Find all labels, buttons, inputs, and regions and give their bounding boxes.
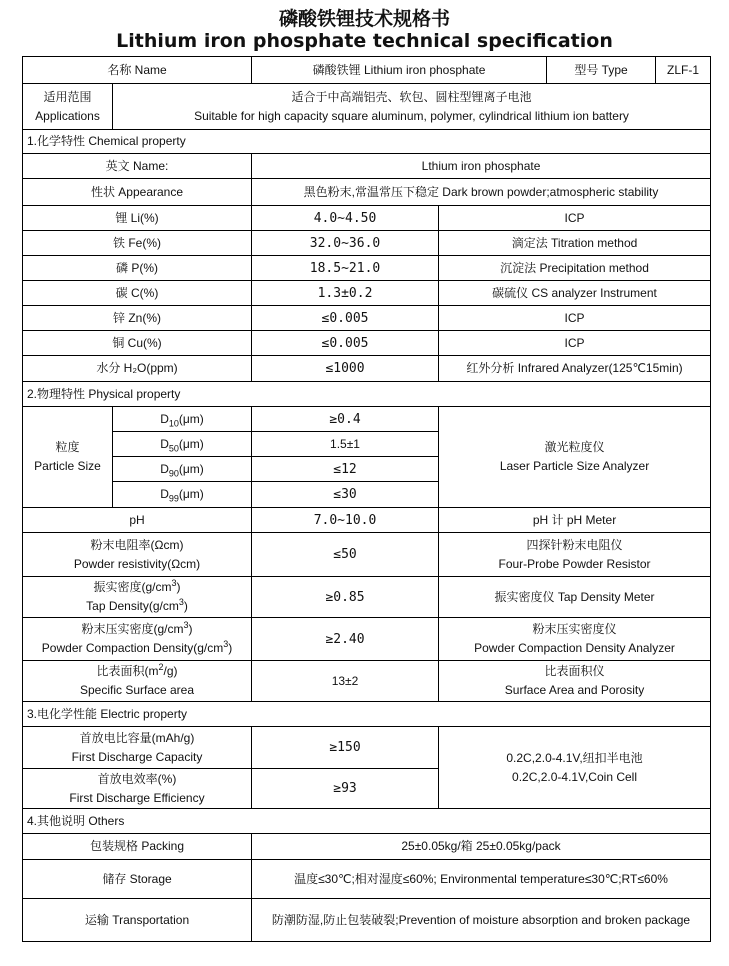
section-row [23,130,711,154]
section-title-electric: 3.电化学性能 Electric property [23,702,711,727]
section-row [23,702,711,727]
page-title-en: Lithium iron phosphate technical specification [116,30,613,52]
chem-value: ≤0.005 [252,306,439,331]
compaction-density-label-cn: 粉末压实密度$(g/cm^3)$ [81,620,193,636]
chem-method: 碳硫仪 CS analyzer Instrument [439,281,711,306]
surface-area-value: 13±2 [252,661,439,702]
d-label: $D_{90}(\mu m)$ [113,457,252,482]
name-value: 磷酸铁锂 Lithium iron phosphate [252,57,547,84]
chem-item: 碳 C(%) [23,281,252,306]
chem-method: ICP [439,306,711,331]
tap-density-method: 振实密度仪 Tap Density Meter [439,577,711,618]
particle-size-method-en: Laser Particle Size Analyzer [499,459,650,473]
transport-value: 防潮防湿,防止包装破裂;Prevention of moisture absorption and broken package [252,899,711,942]
chem-item: 铜 Cu(%) [23,331,252,356]
surface-area-label-en: Specific Surface area [79,683,195,697]
english-name-value: Lthium iron phosphate [252,154,711,179]
d-label: $D_{10}(\mu m)$ [113,407,252,432]
page-title-cn: 磷酸铁锂技术规格书 [278,8,450,30]
tap-density-label-cn: 振实密度$(g/cm^3)$ [93,578,181,594]
packing-value: 25±0.05kg/箱 25±0.05kg/pack [252,834,711,860]
chem-method: ICP [439,206,711,231]
chem-method: ICP [439,331,711,356]
d-value: 1.5±1 [252,432,439,457]
resistivity-value: ≤50 [252,533,439,577]
compaction-density-method [439,618,711,661]
d-value: ≤30 [252,482,439,508]
efficiency-label-cn: 首放电效率(%) [97,771,177,786]
particle-size-method [439,407,711,508]
applications-label-en: Applications [35,108,100,123]
chem-value: 32.0~36.0 [252,231,439,256]
transport-label: 运输 Transportation [23,899,252,942]
table-row [23,508,711,533]
english-name-label: 英文 Name: [23,154,252,179]
resistivity-label-en: Powder resistivity(Ωcm) [73,556,201,571]
section-title-others: 4.其他说明 Others [23,809,711,834]
particle-size-method-cn: 激光粒度仪 [544,440,605,454]
section-title-physical: 2.物理特性 Physical property [23,382,711,407]
efficiency-label-en: First Discharge Efficiency [69,790,205,805]
table-row [23,57,711,84]
tap-density-value: ≥0.85 [252,577,439,618]
table-row [23,356,711,382]
capacity-value: ≥150 [252,727,439,769]
electric-method [439,727,711,809]
appearance-label: 性状 Appearance [23,179,252,206]
section-row [23,382,711,407]
capacity-label [23,727,252,769]
surface-area-label-cn: 比表面积$(m^2/g)$ [96,662,178,678]
section-row [23,809,711,834]
chem-item: 锌 Zn(%) [23,306,252,331]
d-label: $D_{99}(\mu m)$ [113,482,252,508]
model-label-text: 型号 Type [547,57,656,83]
table-row [23,306,711,331]
chem-item: 铁 Fe(%) [23,231,252,256]
storage-value: 温度≤30℃;相对湿度≤60%; Environmental temperature≤30℃;RT≤60% [252,860,711,899]
table-row [23,206,711,231]
ph-label: pH [23,508,252,533]
d-value: ≥0.4 [252,407,439,432]
capacity-label-en: First Discharge Capacity [71,749,203,764]
chem-value: 18.5~21.0 [252,256,439,281]
surface-area-method-cn: 比表面积仪 [544,664,605,678]
spec-table [22,56,711,942]
table-row [23,661,711,702]
compaction-density-method-cn: 粉末压实密度仪 [532,622,617,636]
surface-area-label [23,661,252,702]
chem-value: 4.0~4.50 [252,206,439,231]
compaction-density-method-en: Powder Compaction Density Analyzer [474,641,675,655]
applications-value-en: Suitable for high capacity square aluminum, polymer, cylindrical lithium ion battery [194,108,629,123]
chem-item: 水分 H₂O(ppm) [23,356,252,382]
electric-method-cn: 0.2C,2.0-4.1V,纽扣半电池 [506,750,643,765]
chem-method: 红外分析 Infrared Analyzer(125℃15min) [439,356,711,382]
compaction-density-label [23,618,252,661]
chem-method: 滴定法 Titration method [439,231,711,256]
chem-value: ≤0.005 [252,331,439,356]
applications-label [23,84,113,130]
section-title-chemical: 1.化学特性 Chemical property [23,130,711,154]
applications-value [113,84,711,130]
efficiency-value: ≥93 [252,769,439,809]
chem-value: ≤1000 [252,356,439,382]
particle-size-label [23,407,113,508]
particle-size-label-en: Particle Size [34,459,101,473]
resistivity-label [23,533,252,577]
applications-label-cn: 适用范围 [43,89,92,104]
table-row [23,179,711,206]
table-row [23,231,711,256]
d-label: $D_{50}(\mu m)$ [113,432,252,457]
model-label [547,57,711,84]
chem-item: 磷 P(%) [23,256,252,281]
surface-area-method [439,661,711,702]
chem-value: 1.3±0.2 [252,281,439,306]
table-row [23,860,711,899]
capacity-label-cn: 首放电比容量(mAh/g) [79,730,195,745]
name-label: 名称 Name [23,57,252,84]
table-row [23,577,711,618]
tap-density-label-en: Tap $Density(g/cm^3)$ [86,597,188,613]
tap-density-label [23,577,252,618]
chem-method: 沉淀法 Precipitation method [439,256,711,281]
table-row [23,331,711,356]
resistivity-method-en: Four-Probe Powder Resistor [498,556,651,571]
chem-item: 锂 Li(%) [23,206,252,231]
d-value: ≤12 [252,457,439,482]
compaction-density-label-en: Powder Compaction $Density(g/cm^3)$ [41,639,233,655]
table-row [23,84,711,130]
compaction-density-value: ≥2.40 [252,618,439,661]
applications-value-cn: 适合于中高端铝壳、软包、圆柱型锂离子电池 [291,89,532,104]
surface-area-method-en: Surface Area and Porosity [504,683,645,697]
table-row [23,281,711,306]
table-row [23,618,711,661]
table-row [23,727,711,769]
table-row [23,256,711,281]
table-row [23,154,711,179]
table-row [23,407,711,432]
table-row [23,834,711,860]
resistivity-label-cn: 粉末电阻率(Ωcm) [90,537,184,552]
electric-method-en: 0.2C,2.0-4.1V,Coin Cell [512,769,637,784]
storage-label: 储存 Storage [23,860,252,899]
model-value: ZLF-1 [667,62,700,77]
resistivity-method [439,533,711,577]
packing-label: 包装规格 Packing [23,834,252,860]
ph-value: 7.0~10.0 [252,508,439,533]
efficiency-label [23,769,252,809]
particle-size-label-cn: 粒度 [55,440,80,454]
resistivity-method-cn: 四探针粉末电阻仪 [526,537,623,552]
table-row [23,899,711,942]
table-row [23,533,711,577]
ph-method: pH 计 pH Meter [439,508,711,533]
appearance-value: 黑色粉末,常温常压下稳定 Dark brown powder;atmospheric stability [252,179,711,206]
